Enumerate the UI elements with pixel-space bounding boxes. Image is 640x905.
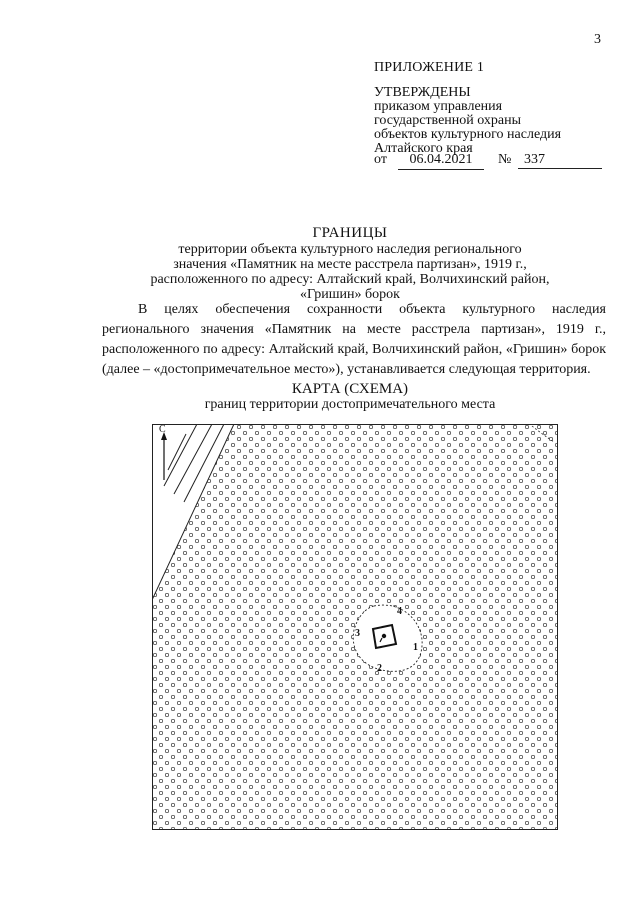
map-title-main: КАРТА (СХЕМА) bbox=[291, 381, 409, 397]
monument-marker bbox=[373, 625, 396, 648]
map-title-subtitle: границ территории достопримечательного места bbox=[204, 397, 496, 412]
point-label-1: 1 bbox=[413, 642, 418, 653]
north-arrow bbox=[161, 432, 167, 480]
north-label: С bbox=[159, 424, 166, 435]
order-reference bbox=[374, 152, 614, 172]
document-title bbox=[120, 226, 580, 302]
approval-line: Алтайского края bbox=[374, 141, 473, 156]
approval-line: объектов культурного наследия bbox=[374, 127, 562, 142]
approval-line: государственной охраны bbox=[374, 113, 522, 128]
point-label-2: 2 bbox=[377, 663, 382, 674]
order-number: 337 bbox=[518, 152, 602, 169]
approval-line: приказом управления bbox=[374, 99, 503, 114]
point-label-3: 3 bbox=[355, 628, 360, 639]
title-line: территории объекта культурного наследия регионального bbox=[178, 242, 522, 257]
order-number-label: № bbox=[498, 152, 512, 167]
title-line: расположенного по адресу: Алтайский край, Волчихинский район, bbox=[150, 272, 550, 287]
approval-block bbox=[374, 86, 561, 156]
approved-heading: УТВЕРЖДЕНЫ bbox=[374, 85, 471, 100]
point-label-4: 4 bbox=[397, 606, 402, 617]
order-from-label: от bbox=[374, 152, 387, 167]
order-date: 06.04.2021 bbox=[398, 152, 484, 170]
title-line: «Гришин» борок bbox=[300, 287, 400, 302]
map-title bbox=[120, 382, 580, 412]
appendix-label: ПРИЛОЖЕНИЕ 1 bbox=[374, 60, 485, 75]
territory-map bbox=[152, 424, 558, 830]
title-line: значения «Памятник на месте расстрела партизан», 1919 г., bbox=[173, 257, 527, 272]
paragraph-text: В целях обеспечения сохранности объекта культурного наследия регионального значения «Памятник на месте расстрела партизан», 1919 г., расположенного по адресу: Алтайский край, Волчихинский район, «Гришин» борок (далее – «достопримечательное место»), устанавливается следующая территория. bbox=[102, 302, 606, 377]
body-paragraph bbox=[102, 300, 606, 380]
page-number: 3 bbox=[594, 32, 601, 47]
title-main: ГРАНИЦЫ bbox=[312, 225, 388, 241]
